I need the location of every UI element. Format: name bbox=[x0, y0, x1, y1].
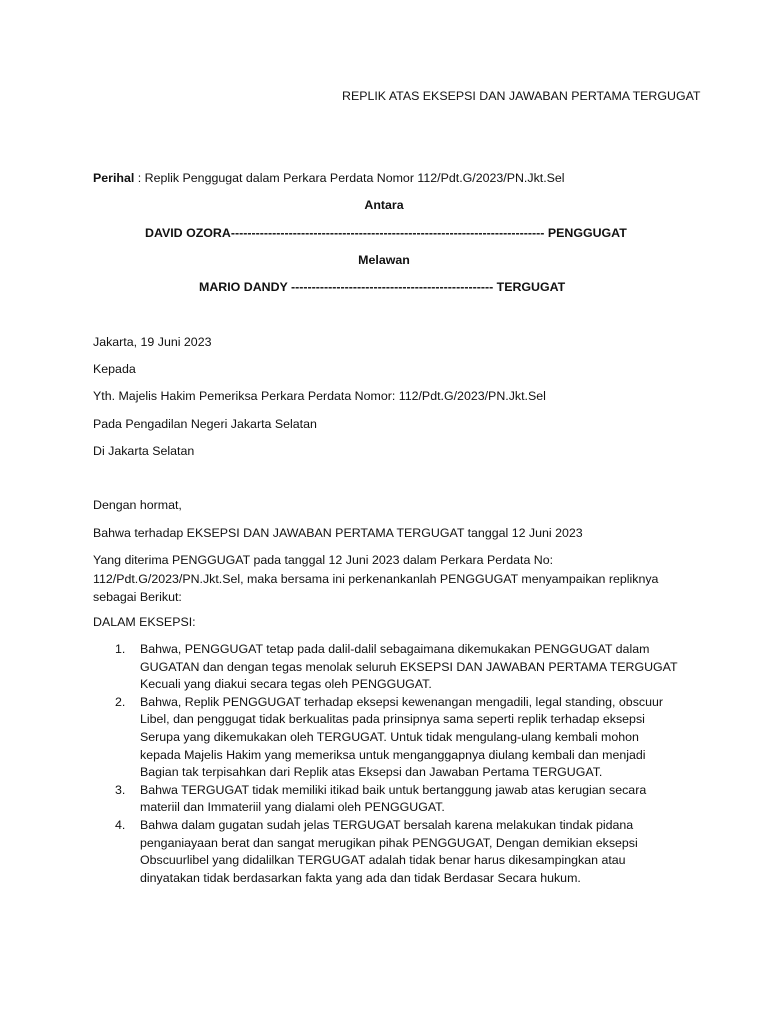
perihal-text: : Replik Penggugat dalam Perkara Perdata Nomor 112/Pdt.G/2023/PN.Jkt.Sel bbox=[134, 171, 565, 185]
list-item-text: Bahwa TERGUGAT tidak memiliki itikad baik untuk bertanggung jawab atas kerugian secara materiil dan Immateriil yang dialami oleh PENGGUGAT. bbox=[140, 782, 647, 815]
kepada-line: Kepada bbox=[93, 362, 136, 376]
perihal-line bbox=[93, 170, 565, 186]
court-line: Pada Pengadilan Negeri Jakarta Selatan bbox=[93, 417, 317, 431]
received-paragraph: Yang diterima PENGGUGAT pada tanggal 12 Juni 2023 dalam Perkara Perdata No: 112/Pdt.G/2023/PN.Jkt.Sel, maka bersama ini perkenankanlah PENGGUGAT menyampaikan repliknya sebagai Berikut: bbox=[93, 553, 659, 604]
list-item-number: 3. bbox=[115, 782, 126, 797]
list-item bbox=[93, 817, 678, 887]
list-item-text: Bahwa, Replik PENGGUGAT terhadap eksepsi kewenangan mengadili, legal standing, obscuur Libel, dan penggugat tidak berkualitas pada prinsipnya sama seperti replik terhadap eksepsi Serupa yang dikemukakan oleh TERGUGAT. Untuk tidak mengulang-ulang kembali mohon kepada Majelis Hakim yang memeriksa untuk menganggapnya diulang kembali dan menjadi Bagian tak terpisahkan dari Replik atas Eksepsi dan Jawaban Pertama TERGUGAT. bbox=[140, 694, 663, 780]
recipient-line: Yth. Majelis Hakim Pemeriksa Perkara Perdata Nomor: 112/Pdt.G/2023/PN.Jkt.Sel bbox=[93, 389, 546, 403]
list-item-number: 2. bbox=[115, 694, 126, 709]
list-item bbox=[93, 782, 678, 817]
section-heading: DALAM EKSEPSI: bbox=[93, 615, 196, 629]
document-title: REPLIK ATAS EKSEPSI DAN JAWABAN PERTAMA TERGUGAT bbox=[342, 89, 701, 103]
eksepsi-list bbox=[93, 641, 678, 887]
list-item bbox=[93, 641, 678, 694]
antara-heading: Antara bbox=[364, 198, 404, 212]
list-item-text: Bahwa, PENGGUGAT tetap pada dalil-dalil sebagaimana dikemukakan PENGGUGAT dalam GUGATAN dan dengan tegas menolak seluruh EKSEPSI DAN JAWABAN PERTAMA TERGUGAT Kecuali yang diakui secara tegas oleh PENGGUGAT. bbox=[140, 642, 678, 692]
location-line: Di Jakarta Selatan bbox=[93, 444, 195, 458]
list-item bbox=[93, 694, 678, 782]
perihal-label: Perihal bbox=[93, 171, 135, 185]
list-item-text: Bahwa dalam gugatan sudah jelas TERGUGAT bersalah karena melakukan tindak pidana penganiayaan berat dan sangat merugikan pihak PENGGUGAT, Dengan demikian eksepsi Obscuurlibel yang didalilkan TERGUGAT adalah tidak benar harus dikesampingkan atau dinyatakan tidak berdasarkan fakta yang ada dan tidak Berdasar Secara hukum. bbox=[140, 817, 638, 885]
letter-date: Jakarta, 19 Juni 2023 bbox=[93, 335, 212, 349]
party-penggugat: DAVID OZORA---------------------------------------------------------------------------- PENGGUGAT bbox=[145, 226, 627, 240]
list-item-number: 4. bbox=[115, 817, 126, 832]
melawan-heading: Melawan bbox=[358, 253, 410, 267]
party-tergugat: MARIO DANDY ------------------------------------------------- TERGUGAT bbox=[199, 280, 566, 294]
list-item-number: 1. bbox=[115, 642, 126, 656]
salutation: Dengan hormat, bbox=[93, 498, 182, 512]
intro-line: Bahwa terhadap EKSEPSI DAN JAWABAN PERTAMA TERGUGAT tanggal 12 Juni 2023 bbox=[93, 526, 583, 540]
